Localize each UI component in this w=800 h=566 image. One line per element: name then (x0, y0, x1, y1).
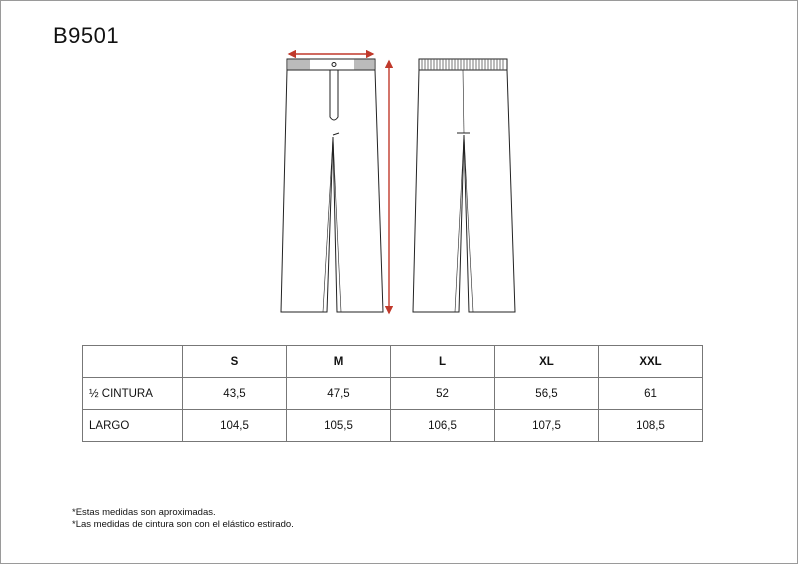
table-cell: 56,5 (495, 378, 599, 410)
size-header-m: M (287, 346, 391, 378)
size-header-s: S (183, 346, 287, 378)
garment-drawing (271, 47, 521, 319)
table-cell: 47,5 (287, 378, 391, 410)
table-cell: 104,5 (183, 410, 287, 442)
table-row (83, 410, 703, 442)
row-label-length: LARGO (83, 410, 183, 442)
size-table (82, 345, 703, 442)
footnote-elastic: *Las medidas de cintura son con el elástico estirado. (72, 519, 294, 530)
pants-front-drawing (281, 59, 383, 312)
product-code: B9501 (53, 23, 120, 48)
size-header-xxl: XXL (599, 346, 703, 378)
size-header-xl: XL (495, 346, 599, 378)
table-cell: 106,5 (391, 410, 495, 442)
size-table-header-row (83, 346, 703, 378)
pants-back-drawing (413, 59, 515, 312)
size-table-corner (83, 346, 183, 378)
table-cell: 107,5 (495, 410, 599, 442)
table-cell: 43,5 (183, 378, 287, 410)
footnote-approximate: *Estas medidas son aproximadas. (72, 507, 216, 518)
footnotes (72, 507, 294, 531)
row-label-half-waist: ½ CINTURA (83, 378, 183, 410)
table-row (83, 378, 703, 410)
table-cell: 105,5 (287, 410, 391, 442)
size-header-l: L (391, 346, 495, 378)
table-cell: 108,5 (599, 410, 703, 442)
table-cell: 52 (391, 378, 495, 410)
table-cell: 61 (599, 378, 703, 410)
